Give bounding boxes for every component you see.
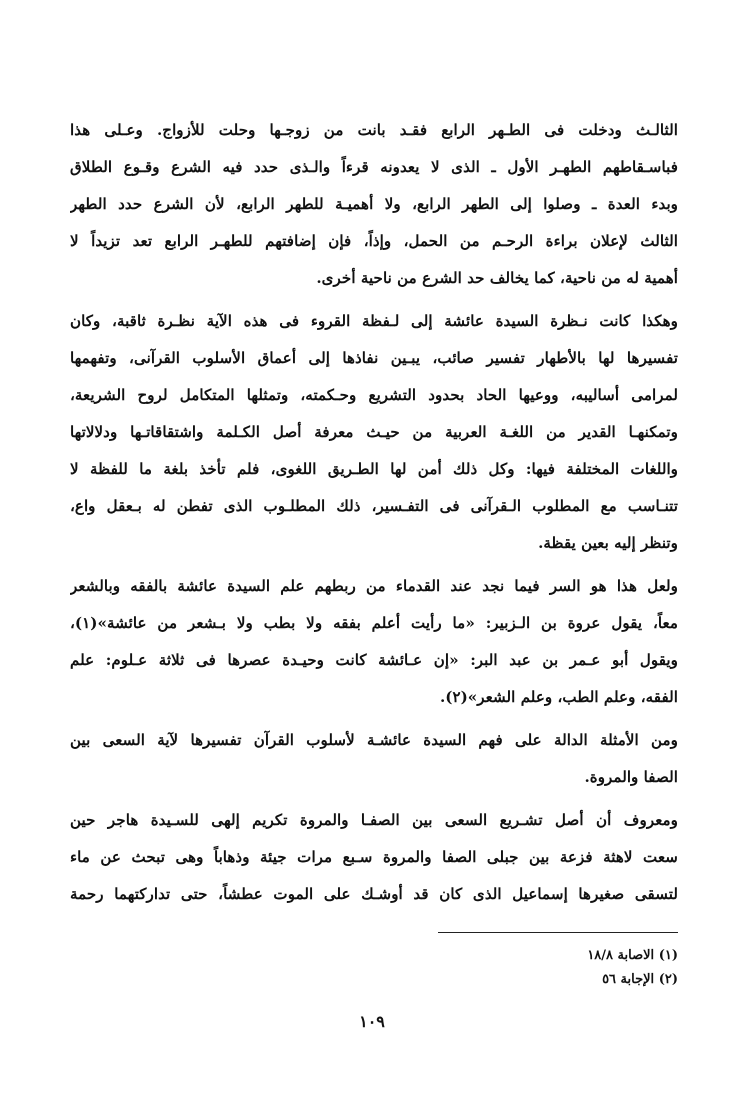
text-line: لتسقى صغيرها إسماعيل الذى كان قد أوشـك على الموت عطشاً، حتى تداركتهما رحمة bbox=[70, 885, 678, 903]
text-line: وهكذا كانت نـظرة السيدة عائشة إلى لـفظة القروء فى هذه الآية نظـرة ثاقبة، وكان bbox=[70, 312, 678, 330]
text-line: وتمكنهـا القدير من اللغـة العربية من حيـث معرفة أصل الكـلمة واشتقاقاتـها ودلالاتها bbox=[70, 423, 678, 441]
text-line: لمرامى أساليبه، ووعيها الحاد بحدود التشريع وحـكمته، وتمثلها المتكامل لروح الشريعة، bbox=[70, 386, 678, 404]
text-line: أهمية له من ناحية، كما يخالف حد الشرع من ناحية أخرى. bbox=[316, 269, 678, 287]
footnotes bbox=[378, 944, 678, 992]
text-line: الثالـث ودخلت فى الطـهر الرابع فقـد بانت من زوجـها وحلت للأزواج. وعـلى هذا bbox=[70, 121, 678, 139]
text-line: تفسيرها لها بالأطهار تفسير صائب، يبـين نفاذها إلى أعماق الأسلوب القرآنى، وتفهمها bbox=[70, 349, 678, 367]
text-line: ويقول أبو عـمر بن عبد البر: «إن عـائشة كانت وحيـدة عصرها فى ثلاثة عـلوم: علم bbox=[70, 651, 678, 669]
text-line: الثالث لإعلان براءة الرحـم من الحمل، وإذاً، فإن إضافتهم للطهـر الرابع تعد تزيداً لا bbox=[70, 232, 678, 250]
text-line: ومن الأمثلة الدالة على فهم السيدة عائشـة لأسلوب القرآن تفسيرها لآية السعى بين bbox=[70, 731, 678, 749]
text-line: ولعل هذا هو السر فيما نجد عند القدماء من ربطهم علم السيدة عائشة بالفقه وبالشعر bbox=[70, 577, 678, 595]
footnote: (١) الاصابة ١٨/٨ bbox=[587, 948, 678, 963]
footnote: (٢) الإجابة ٥٦ bbox=[602, 972, 678, 987]
body-text bbox=[70, 112, 678, 913]
footnote-divider bbox=[438, 932, 678, 933]
text-line: الفقه، وعلم الطب، وعلم الشعر»(٢). bbox=[439, 688, 678, 706]
text-line: وتنظر إليه بعين يقظة. bbox=[538, 534, 678, 552]
text-line: وبدء العدة ـ وصلوا إلى الطهر الرابع، ولا أهميـة للطهر الرابع، لأن الشرع حدد الطهر bbox=[70, 195, 678, 213]
text-line: ومعروف أن أصل تشـريع السعى بين الصفـا والمروة تكريم إلهى للسـيدة هاجر حين bbox=[70, 811, 678, 829]
text-line: سعت لاهثة فزعة بين جبلى الصفا والمروة سـبع مرات جيئة وذهاباً وهى تبحث عن ماء bbox=[70, 848, 678, 866]
text-line: واللغات المختلفة فيها: وكل ذلك أمن لها الطـريق اللغوى، فلم تأخذ بلغة ما للفظة لا bbox=[70, 460, 678, 478]
text-line: تتنـاسب مع المطلوب الـقرآنى فى التفـسير، ذلك المطلـوب الذى تفطن له بـعقل واع، bbox=[70, 497, 678, 515]
text-line: معاً، يقول عروة بن الـزبير: «ما رأيت أعلم بفقه ولا بطب ولا بـشعر من عائشة»(١)، bbox=[70, 614, 678, 632]
text-line: فباسـقاطهم الطهـر الأول ـ الذى لا يعدونه قرءاً والـذى حدد فيه الشرع وقـوع الطلاق bbox=[70, 158, 678, 176]
text-line: الصفا والمروة. bbox=[584, 768, 678, 786]
page-number: ١٠٩ bbox=[359, 1012, 385, 1031]
